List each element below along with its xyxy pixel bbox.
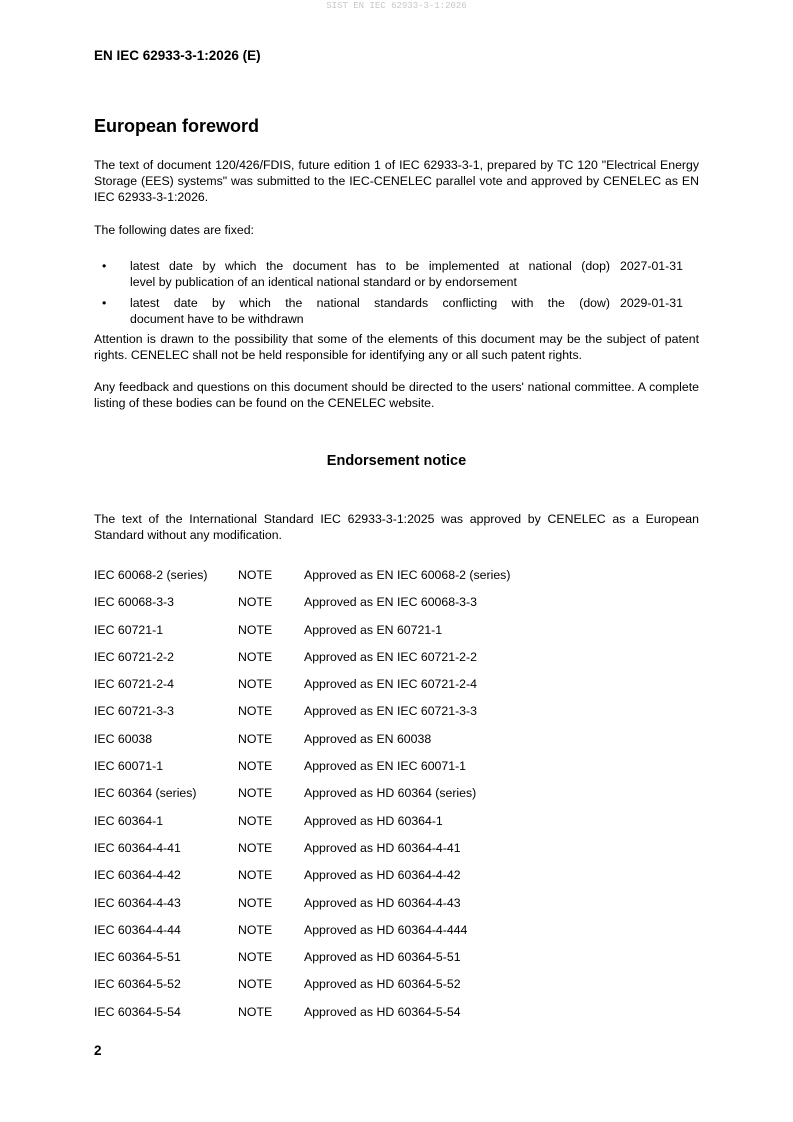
approved-as: Approved as HD 60364-5-54 bbox=[304, 1004, 461, 1019]
standards-row bbox=[94, 813, 699, 840]
standards-row bbox=[94, 703, 699, 730]
approved-as: Approved as HD 60364-1 bbox=[304, 813, 443, 828]
approved-as: Approved as HD 60364-5-52 bbox=[304, 977, 461, 992]
standards-row bbox=[94, 785, 699, 812]
approved-as: Approved as HD 60364-5-51 bbox=[304, 950, 461, 965]
note-label: NOTE bbox=[238, 677, 273, 692]
standards-list bbox=[94, 567, 699, 1031]
note-label: NOTE bbox=[238, 595, 273, 610]
approved-as: Approved as HD 60364-4-43 bbox=[304, 895, 461, 910]
document-identifier: EN IEC 62933-3-1:2026 (E) bbox=[94, 48, 261, 63]
note-label: NOTE bbox=[238, 868, 273, 883]
approved-as: Approved as EN 60038 bbox=[304, 731, 432, 746]
iec-standard: IEC 60071-1 bbox=[94, 759, 164, 774]
date-item-description bbox=[130, 295, 610, 327]
standards-row bbox=[94, 840, 699, 867]
date-item-line: latest date by which the document has to be implemented at national (dop) bbox=[130, 259, 610, 273]
approved-as: Approved as EN IEC 60721-3-3 bbox=[304, 704, 477, 719]
foreword-paragraph: The text of document 120/426/FDIS, future edition 1 of IEC 62933-3-1, prepared by TC 120 "Electrical Energy Storage (EES) systems" was submitted to the IEC-CENELEC parallel vote and approved by CENELEC as EN IEC 62933-3-1:2026. bbox=[94, 158, 699, 204]
endorsement-paragraph: The text of the International Standard IEC 62933-3-1:2025 was approved by CENELEC as a European Standard without any modification. bbox=[94, 512, 699, 542]
date-item-line: document have to be withdrawn bbox=[130, 312, 304, 326]
standards-row bbox=[94, 895, 699, 922]
iec-standard: IEC 60038 bbox=[94, 731, 153, 746]
date-item-value: 2029-01-31 bbox=[620, 296, 683, 310]
note-label: NOTE bbox=[238, 895, 273, 910]
standards-row bbox=[94, 758, 699, 785]
approved-as: Approved as EN IEC 60068-2 (series) bbox=[304, 568, 511, 582]
patent-attention-paragraph: Attention is drawn to the possibility that some of the elements of this document may be the subject of patent rights. CENELEC shall not be held responsible for identifying any or all such patent rights. bbox=[94, 332, 699, 362]
date-item-value: 2027-01-31 bbox=[620, 259, 683, 273]
iec-standard: IEC 60721-2-2 bbox=[94, 649, 174, 664]
bullet-icon: • bbox=[102, 296, 107, 310]
standards-row bbox=[94, 731, 699, 758]
iec-standard: IEC 60364-4-44 bbox=[94, 922, 181, 937]
iec-standard: IEC 60068-2 (series) bbox=[94, 568, 208, 582]
standards-row bbox=[94, 949, 699, 976]
note-label: NOTE bbox=[238, 568, 273, 582]
note-label: NOTE bbox=[238, 840, 273, 855]
iec-standard: IEC 60721-3-3 bbox=[94, 704, 174, 719]
note-label: NOTE bbox=[238, 649, 273, 664]
note-label: NOTE bbox=[238, 813, 273, 828]
standards-row bbox=[94, 622, 699, 649]
note-label: NOTE bbox=[238, 731, 273, 746]
date-item-line: latest date by which the national standards conflicting with the (dow) bbox=[130, 296, 610, 310]
feedback-paragraph: Any feedback and questions on this document should be directed to the users' national committee. A complete listing of these bodies can be found on the CENELEC website. bbox=[94, 380, 699, 410]
iec-standard: IEC 60364-4-42 bbox=[94, 868, 181, 883]
note-label: NOTE bbox=[238, 759, 273, 774]
standards-row bbox=[94, 567, 699, 594]
standards-row bbox=[94, 867, 699, 894]
bullet-icon: • bbox=[102, 259, 107, 273]
iec-standard: IEC 60364-4-43 bbox=[94, 895, 181, 910]
note-label: NOTE bbox=[238, 950, 273, 965]
iec-standard: IEC 60721-1 bbox=[94, 622, 164, 637]
date-item-line: level by publication of an identical national standard or by endorsement bbox=[130, 275, 517, 289]
note-label: NOTE bbox=[238, 786, 273, 801]
iec-standard: IEC 60068-3-3 bbox=[94, 595, 174, 610]
date-item-description bbox=[130, 258, 610, 290]
note-label: NOTE bbox=[238, 922, 273, 937]
note-label: NOTE bbox=[238, 977, 273, 992]
iec-standard: IEC 60364 (series) bbox=[94, 786, 197, 801]
note-label: NOTE bbox=[238, 622, 273, 637]
iec-standard: IEC 60364-4-41 bbox=[94, 840, 181, 855]
standards-row bbox=[94, 649, 699, 676]
standards-row bbox=[94, 594, 699, 621]
approved-as: Approved as EN IEC 60721-2-4 bbox=[304, 677, 477, 692]
standards-row bbox=[94, 676, 699, 703]
iec-standard: IEC 60364-5-51 bbox=[94, 950, 181, 965]
foreword-heading: European foreword bbox=[94, 116, 260, 136]
standards-row bbox=[94, 922, 699, 949]
approved-as: Approved as EN IEC 60071-1 bbox=[304, 759, 467, 774]
iec-standard: IEC 60364-5-54 bbox=[94, 1004, 181, 1019]
dates-intro: The following dates are fixed: bbox=[94, 223, 254, 237]
watermark: SIST EN IEC 62933-3-1:2026 bbox=[326, 1, 467, 11]
approved-as: Approved as EN IEC 60721-2-2 bbox=[304, 649, 477, 664]
approved-as: Approved as HD 60364 (series) bbox=[304, 786, 477, 801]
iec-standard: IEC 60364-1 bbox=[94, 813, 164, 828]
approved-as: Approved as HD 60364-4-42 bbox=[304, 868, 461, 883]
standards-row bbox=[94, 976, 699, 1003]
approved-as: Approved as HD 60364-4-41 bbox=[304, 840, 461, 855]
approved-as: Approved as EN 60721-1 bbox=[304, 622, 443, 637]
iec-standard: IEC 60721-2-4 bbox=[94, 677, 174, 692]
page-number: 2 bbox=[94, 1043, 102, 1058]
note-label: NOTE bbox=[238, 704, 273, 719]
iec-standard: IEC 60364-5-52 bbox=[94, 977, 181, 992]
note-label: NOTE bbox=[238, 1004, 273, 1019]
standards-row bbox=[94, 1004, 699, 1031]
approved-as: Approved as EN IEC 60068-3-3 bbox=[304, 595, 477, 610]
endorsement-heading: Endorsement notice bbox=[326, 453, 467, 469]
approved-as: Approved as HD 60364-4-444 bbox=[304, 922, 468, 937]
